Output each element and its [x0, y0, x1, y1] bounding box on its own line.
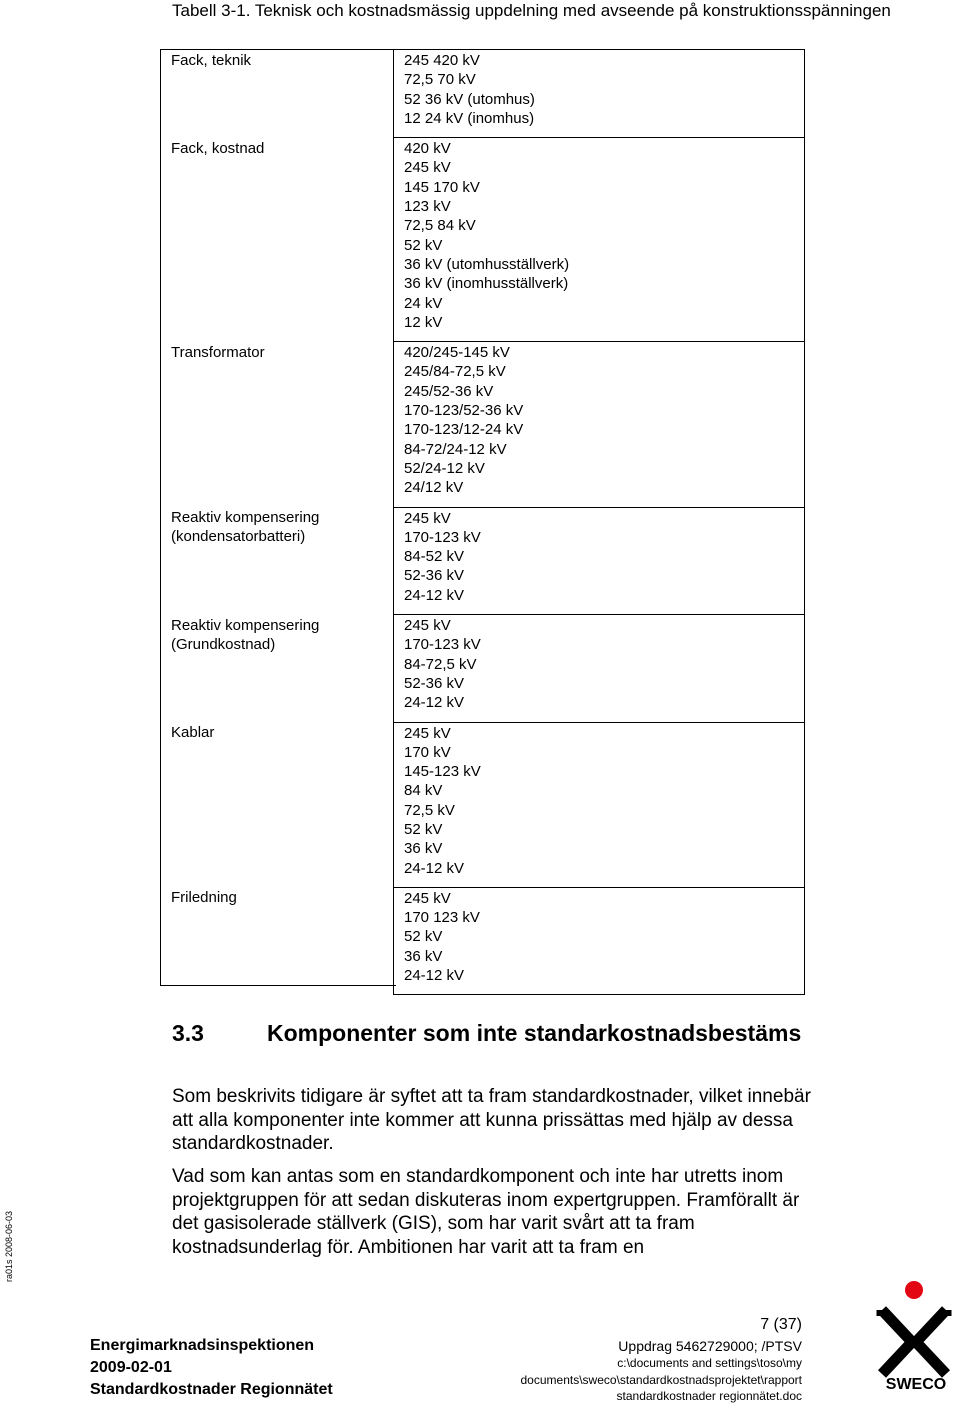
section-title: Komponenter som inte standarkostnadsbestäms: [267, 1020, 802, 1046]
row-label-line: Reaktiv kompensering: [171, 509, 320, 527]
voltage-value: 420/245-145 kV: [404, 344, 510, 362]
voltage-value: 170 kV: [404, 743, 451, 761]
voltage-values: [394, 342, 805, 507]
row-label-line: Kablar: [171, 724, 215, 741]
voltage-value: 84-72,5 kV: [404, 655, 477, 673]
table-row: [160, 50, 805, 138]
voltage-value: 52 36 kV (utomhus): [404, 90, 535, 108]
row-label: [160, 138, 394, 342]
voltage-values: [394, 138, 805, 342]
voltage-value: 24-12 kV: [404, 859, 465, 877]
voltage-value: 36 kV: [404, 840, 443, 858]
voltage-value: 420 kV: [404, 140, 451, 158]
row-label-line: (Grundkostnad): [171, 635, 276, 653]
voltage-value: 245/52-36 kV: [404, 382, 494, 400]
voltage-value: 12 24 kV (inomhus): [404, 109, 535, 127]
footer-date: 2009-02-01: [90, 1359, 172, 1376]
voltage-value: 36 kV (inomhusställverk): [404, 275, 569, 293]
voltage-value: 72,5 70 kV: [404, 71, 476, 89]
side-stamp: ra01s 2008-06-03: [4, 1210, 14, 1282]
section-number: 3.3: [172, 1020, 204, 1046]
row-label-line: (kondensatorbatteri): [171, 528, 306, 546]
row-label: [160, 615, 394, 722]
voltage-value: 245/84-72,5 kV: [404, 363, 506, 381]
voltage-value: 245 420 kV: [404, 52, 480, 69]
voltage-value: 84 kV: [404, 782, 443, 800]
voltage-value: 170 123 kV: [404, 909, 480, 927]
footer-org: Energimarknadsinspektionen: [90, 1337, 315, 1354]
sweco-logo-icon: [876, 1280, 956, 1392]
voltage-values: [394, 722, 805, 887]
table-caption: Tabell 3-1. Teknisk och kostnadsmässig uppdelning med avseende på konstruktionsspänningen: [172, 1, 891, 20]
voltage-value: 24-12 kV: [404, 967, 465, 985]
voltage-value: 52 kV: [404, 820, 443, 838]
row-label-line: Friledning: [171, 889, 237, 907]
table-row: [160, 722, 805, 887]
voltage-value: 52 kV: [404, 928, 443, 946]
paragraph: Som beskrivits tidigare är syftet att ta fram standardkostnader, vilket innebär att alla komponenter inte kommer att kunna prissättas med hjälp av dessa standardkostnader.: [172, 1086, 811, 1154]
table-row: [160, 138, 805, 342]
voltage-value: 72,5 kV: [404, 801, 455, 819]
footer-path-line: documents\sweco\standardkostnadsprojektet\rapport: [520, 1372, 802, 1387]
voltage-value: 245 kV: [404, 889, 451, 907]
voltage-value: 245 kV: [404, 159, 451, 177]
footer-left: [90, 1335, 333, 1401]
footer-doc-title: Standardkostnader Regionnätet: [90, 1381, 333, 1398]
voltage-value: 72,5 84 kV: [404, 217, 476, 235]
voltage-value: 52 kV: [404, 236, 443, 254]
voltage-value: 52/24-12 kV: [404, 459, 485, 477]
table-row: [160, 887, 805, 994]
voltage-value: 12 kV: [404, 313, 443, 331]
row-label: [160, 507, 394, 614]
logo-wordmark: SWECO: [885, 1376, 947, 1392]
logo-dot: [905, 1281, 923, 1299]
voltage-values: [394, 615, 805, 722]
footer-assignment: Uppdrag 5462729000; /PTSV: [618, 1338, 802, 1354]
voltage-value: 24/12 kV: [404, 479, 464, 497]
row-label: [160, 722, 394, 887]
row-label: [160, 887, 394, 994]
voltage-value: 145-123 kV: [404, 763, 481, 781]
footer-path-line: standardkostnader regionnätet.doc: [616, 1389, 802, 1403]
voltage-value: 24-12 kV: [404, 586, 465, 604]
row-label-line: Fack, teknik: [171, 51, 252, 69]
voltage-value: 24 kV: [404, 294, 443, 312]
voltage-value: 245 kV: [404, 724, 451, 742]
voltage-value: 36 kV (utomhusställverk): [404, 255, 570, 273]
voltage-value: 170-123 kV: [404, 636, 481, 654]
table-row: [160, 615, 805, 722]
voltage-values: [394, 50, 805, 138]
voltage-table: [160, 49, 805, 995]
voltage-value: 170-123 kV: [404, 528, 481, 546]
footer-right: [520, 1337, 802, 1405]
voltage-value: 84-72/24-12 kV: [404, 440, 507, 458]
logo-mark: [882, 1310, 946, 1374]
voltage-value: 145 170 kV: [404, 178, 480, 196]
table-row: [160, 342, 805, 507]
row-label: [160, 342, 394, 507]
voltage-value: 245 kV: [404, 509, 451, 527]
row-label: [160, 50, 394, 138]
voltage-values: [394, 507, 805, 614]
voltage-value: 36 kV: [404, 947, 443, 965]
row-label-line: Fack, kostnad: [171, 139, 265, 157]
voltage-value: 170-123/52-36 kV: [404, 402, 524, 420]
row-label-line: Reaktiv kompensering: [171, 616, 320, 634]
voltage-value: 52-36 kV: [404, 674, 465, 692]
voltage-value: 123 kV: [404, 198, 451, 216]
voltage-value: 52-36 kV: [404, 567, 465, 585]
voltage-value: 245 kV: [404, 617, 451, 635]
footer-path-line: c:\documents and settings\toso\my: [617, 1356, 802, 1370]
voltage-value: 84-52 kV: [404, 548, 465, 566]
voltage-values: [394, 887, 805, 994]
voltage-value: 24-12 kV: [404, 694, 465, 712]
row-label-line: Transformator: [171, 343, 265, 361]
paragraph: Vad som kan antas som en standardkomponent och inte har utretts inom projektgruppen för att sedan diskuteras inom expertgruppen. Framförallt är det gasisolerade ställverk (GIS), som har varit svårt att ta fram kostnadsunderlag för. Ambitionen har varit att ta fram en: [172, 1166, 800, 1258]
voltage-value: 170-123/12-24 kV: [404, 421, 524, 439]
table-row: [160, 507, 805, 614]
page-number: 7 (37): [760, 1316, 802, 1333]
